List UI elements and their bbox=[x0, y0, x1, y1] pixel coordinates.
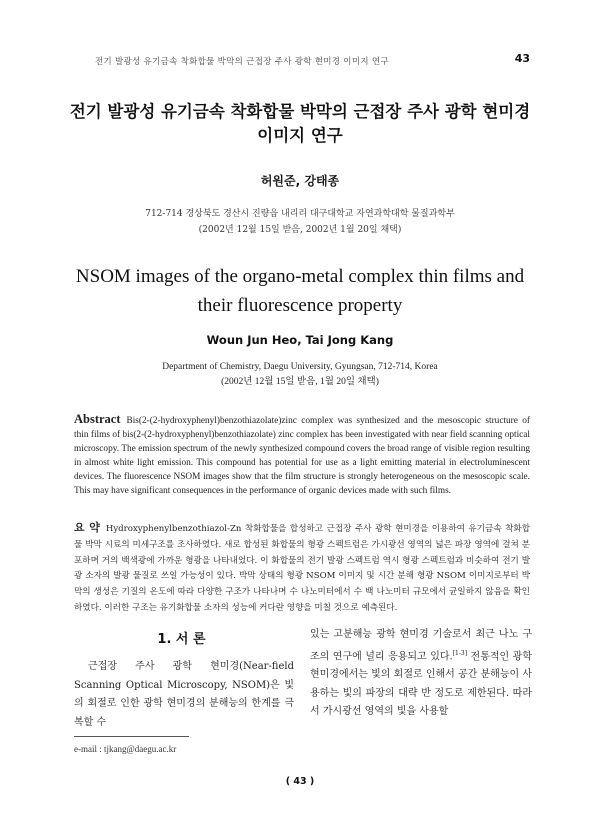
body-left-column: 근접장 주사 광학 현미경(Near-field Scanning Optical Microscopy, NSOM)은 빛의 회절로 인한 광학 현미경의 분해능의 한계를 극복할 수 bbox=[74, 661, 294, 728]
english-affiliation-address: Department of Chemistry, Daegu University, Gyungsan, 712-714, Korea bbox=[162, 362, 438, 372]
body-right-text-2: 전통적인 광학 현미경에서는 빛의 회절로 인해서 공간 분해능이 사용하는 빛의 파장의 대략 반 정도로 제한된다. 따라서 가시광선 영역의 빛을 사용할 bbox=[310, 650, 532, 718]
korean-affiliation bbox=[0, 206, 600, 238]
english-received-dates: (2002년 12월 15일 받음, 1월 20일 채택) bbox=[221, 377, 379, 387]
korean-title-line-1: 전기 발광성 유기금속 착화합물 박막의 근접장 주사 광학 현미경 bbox=[69, 102, 531, 121]
english-title-line-2: their fluorescence property bbox=[197, 295, 403, 316]
page-number: 43 bbox=[514, 52, 530, 65]
korean-title-line-2: 이미지 연구 bbox=[257, 126, 343, 145]
footnote-divider bbox=[74, 736, 189, 737]
korean-abstract bbox=[74, 520, 530, 617]
korean-authors: 허원준, 강태종 bbox=[260, 174, 340, 188]
abstract-label: Abstract bbox=[74, 412, 121, 426]
footnote-email: e-mail : tjkang@daegu.ac.kr bbox=[74, 744, 177, 754]
citation-ref: [1-3] bbox=[452, 649, 468, 657]
korean-abstract-label: 요 약 bbox=[74, 521, 100, 534]
english-title-line-1: NSOM images of the organo-metal complex thin films and bbox=[75, 266, 525, 287]
abstract bbox=[74, 413, 530, 498]
body-right-column bbox=[310, 626, 532, 722]
english-authors: Woun Jun Heo, Tai Jong Kang bbox=[206, 333, 394, 347]
section-heading: 1. 서 론 bbox=[157, 632, 206, 647]
korean-abstract-text: Hydroxyphenylbenzothiazol-Zn 착화합물을 합성하고 근접장 주사 광학 현미경을 이용하여 유기금속 착화합물 박막 시료의 미세구조를 조사하였다. 새로 합성된 화합물의 형광 스펙트럼은 가시광선 영역의 넓은 파장 영역에 걸쳐 분포하며 거의 백색광에 가까운 형광을 나타내었다. 이 화합물의 전기 발광 스펙트럼 역시 형광 스펙트럼과 비슷하여 전기 발광 소자의 발광 물질로 쓰일 가능성이 있다. 박막 상태의 형광 NSOM 이미지 및 시간 분해 형광 NSOM 이미지로부터 박막의 생성은 기질의 온도에 따라 다양한 구조가 나타나며 수 나노미터에서 수 백 나노미터 규모에서 균일하지 않음을 확인하였다. 이러한 구조는 유기화합물 소자의 성능에 커다란 영향을 미칠 것으로 예측된다. bbox=[74, 524, 530, 613]
body-right-text-1: 있는 고분해능 광학 현미경 기술로서 최근 나노 구조의 연구에 널리 응용되고 있다. bbox=[310, 629, 532, 662]
korean-affiliation-address: 712-714 경상북도 경산시 진량읍 내리리 대구대학교 자연과학대학 물질과학부 bbox=[145, 209, 455, 219]
english-title bbox=[0, 262, 600, 320]
page-footer: ( 43 ) bbox=[285, 776, 315, 787]
abstract-text: Bis(2-(2-hydroxyphenyl)benzothiazolate)zinc complex was synthesized and the mesoscopic structure of thin films of bis(2-(2-hydroxyphenyl)benzothiazolate) zinc complex has been investigated with near field scanning optical microscopy. The emission spectrum of the newly synthesized compound covers the broad range of visible region resulting in almost white light emission. This compound has potential for use as a light emitting material in electroluminescent devices. The fluorescence NSOM images show that the film structure is strongly heterogeneous on the mesoscopic scale. This may have significant consequences in the performance of organic devices made with such films. bbox=[74, 416, 530, 496]
korean-title bbox=[0, 100, 600, 148]
english-affiliation bbox=[0, 360, 600, 390]
korean-received-dates: (2002년 12월 15일 받음, 2002년 1월 20일 채택) bbox=[198, 225, 402, 235]
running-header: 전기 발광성 유기금속 착화합물 박막의 근접장 주사 광학 현미경 이미지 연구 bbox=[95, 57, 389, 67]
